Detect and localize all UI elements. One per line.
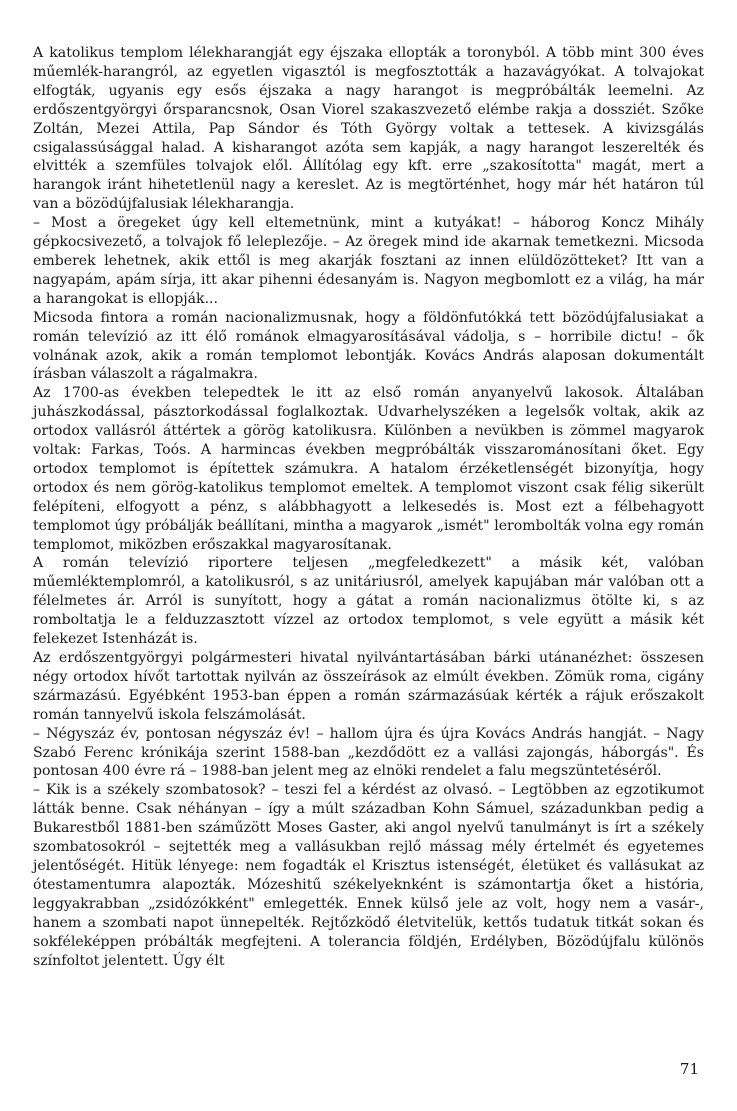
paragraph-6: Az erdőszentgyörgyi polgármesteri hivatal nyilvántartásában bárki utánanézhet: összesen négy ortodox hívőt tartottak nyilván az összeírások az elmúlt években. Zömük roma, cigány származású. Egyébként 1953-ban éppen a román származásúak kérték a rájuk erőszakolt román tannyelvű iskola felszámolását.: [33, 650, 704, 723]
paragraph-7: – Négyszáz év, pontosan négyszáz év! – hallom újra és újra Kovács András hangját. – Nagy Szabó Ferenc krónikája szerint 1588-ban „kezdődött ez a vallási zajongás, háborgás". És pontosan 400 évre rá – 1988-ban jelent meg az elnöki rendelet a falu megszüntetéséről.: [33, 725, 704, 780]
paragraph-1: A katolikus templom lélekharangját egy éjszaka ellopták a toronyból. A több mint 300 éves műemlék-harangról, az egyetlen vigasztól is megfosztották a hazavágyókat. A tolvajokat elfogták, ugyanis egy esős éjszaka a nagy harangot is megpróbálták leemelni. Az erdőszentgyörgyi őrsparancsnok, Osan Viorel szakaszvezető elémbe rakja a dossziét. Szőke Zoltán, Mezei Attila, Pap Sándor és Tóth György voltak a tettesek. A kivizsgálás csigalassúsággal halad. A kisharangot azóta sem kapják, a nagy harangot leszerelték és elvitték a szemfüles tolvajok elől. Állítólag egy kft. erre „szakosította" magát, mert a harangok iránt hihetetlenül nagy a kereslet. Az is megtörténhet, hogy már hét határon túl van a bözödújfalusiak lélekharangja.: [33, 45, 704, 213]
paragraph-2: – Most a öregeket úgy kell eltemetnünk, mint a kutyákat! – háborog Koncz Mihály gépkocsivezető, a tolvajok fő leleplezője. – Az öregek mind ide akarnak temetkezni. Micsoda emberek lehetnek, akik ettől is meg akarják fosztani az innen elüldözötteket? Itt van a nagyapám, apám sírja, itt akar pihenni édesanyám is. Nagyon megbomlott ez a világ, ha már a harangokat is ellopják...: [33, 215, 704, 307]
paragraph-4: Az 1700-as években telepedtek le itt az első román anyanyelvű lakosok. Általában juhászkodással, pásztorkodással foglalkoztak. Udvarhelyszéken a legelsők voltak, akik az ortodox vallásról áttértek a görög katolikusra. Különben a nevükben is zömmel magyarok voltak: Farkas, Toós. A harmincas években megpróbálták visszarománosítani őket. Egy ortodox templomot is építettek számukra. A hatalom érzéketlenségét bizonyítja, hogy ortodox és nem görög-katolikus templomot emeltek. A templomot viszont csak félig sikerült felépíteni, elfogyott a pénz, s alábbhagyott a lelkesedés is. Most ezt a félbehagyott templomot úgy próbálják beállítani, mintha a magyarok „ismét" lerombolták volna egy román templomot, miközben erőszakkal magyarosítanak.: [33, 385, 704, 553]
paragraph-8: – Kik is a székely szombatosok? – teszi fel a kérdést az olvasó. – Legtöbben az egzotikumot látták benne. Csak néhányan – így a múlt században Kohn Sámuel, századunkban pedig a Bukarestből 1881-ben száműzött Moses Gaster, aki angol nyelvű tanulmányt is írt a székely szombatosokról – sejtették meg a vallásukban rejlő mássag mély értelmét és egyetemes jelentőségét. Hitük lényege: nem fogadták el Krisztus istenségét, életüket és vallásukat az ótestamentumra alapozták. Mózeshitű székelyeknként is számontartja őket a história, leggyakrabban „zsidózókként" emlegették. Ennek külső jele az volt, hogy nem a vasár-, hanem a szombati napot ünnepelték. Rejtőzködő életvitelük, kettős tudatuk titkát sokan és sokféleképpen próbálták megfejteni. A tolerancia földjén, Erdélyben, Bözödújfalu különös színfoltot jelentett. Úgy élt: [33, 782, 704, 969]
page-body: [33, 44, 704, 970]
paragraph-3: Micsoda fintora a román nacionalizmusnak, hogy a földönfutókká tett bözödújfalusiakat a román televízió az itt élő románok elmagyarosításával vádolja, s – horribile dictu! – ők volnának azok, akik a román templomot lebontják. Kovács András alaposan dokumentált írásban válaszolt a rágalmakra.: [33, 309, 704, 383]
paragraph-5: A román televízió riportere teljesen „megfeledkezett" a másik két, valóban műemléktemplomról, a katolikusról, s az unitáriusról, amelyek kapujában már valóban ott a félelmetes ár. Arról is sunyított, hogy a gátat a román nacionalizmus ötölte ki, s az romboltatja le a felduzzasztott vízzel az ortodox templomot, s vele együtt a másik két felekezet Istenházát is.: [33, 555, 704, 648]
page-number: 71: [679, 1060, 699, 1078]
